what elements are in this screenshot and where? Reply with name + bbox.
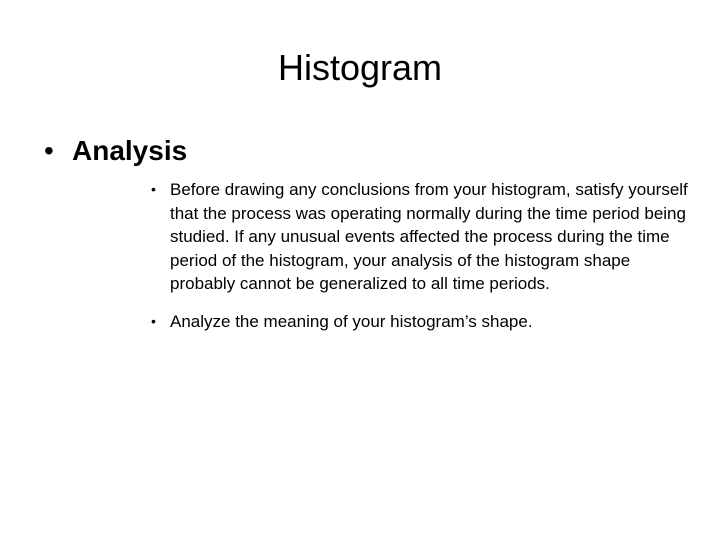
bullet-dot: • <box>44 135 54 166</box>
sub-bullet-text: Before drawing any conclusions from your histogram, satisfy yourself that the process was operating normally during the time period being studied. If any unusual events affected the process during the time period of the histogram, your analysis of the histogram shape probably cannot be generalized to all time periods. <box>170 180 688 294</box>
bullet-analysis <box>44 134 187 168</box>
sub-bullet-dot: • <box>151 181 156 197</box>
sub-bullet-text: Analyze the meaning of your histogram’s shape. <box>170 311 533 331</box>
sub-bullet-item <box>150 310 695 334</box>
slide-title: Histogram <box>277 47 443 88</box>
bullet-heading: Analysis <box>72 135 188 166</box>
sub-bullet-dot: • <box>151 312 156 329</box>
sub-bullet-item <box>150 178 695 296</box>
sub-bullet-list <box>150 178 695 334</box>
